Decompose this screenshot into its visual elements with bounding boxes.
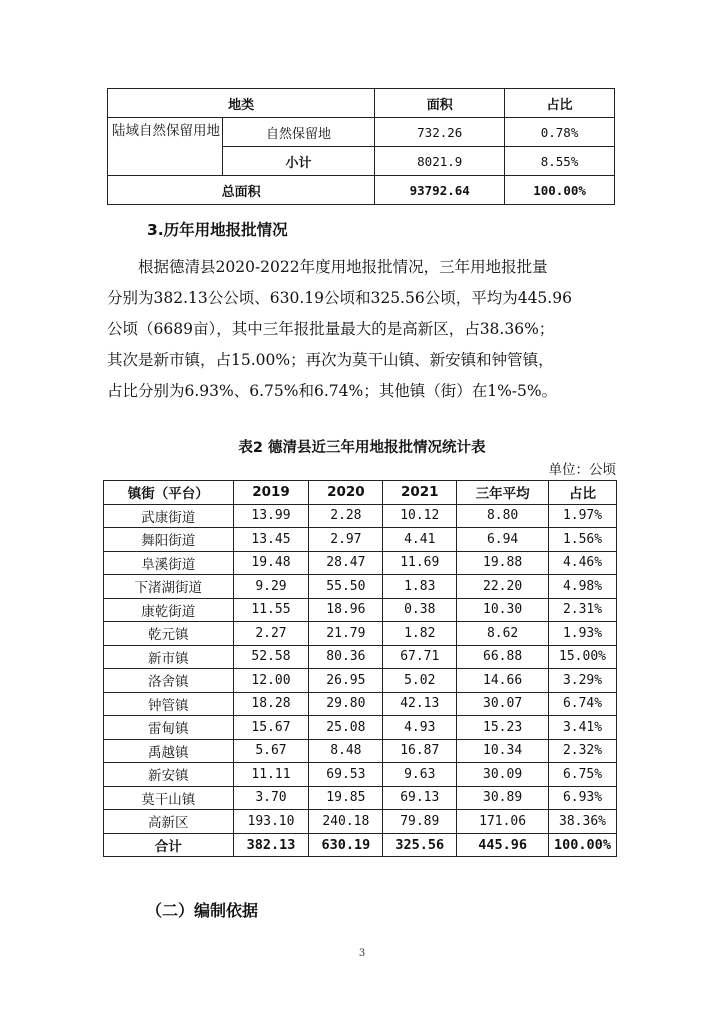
value-2019: 19.48: [233, 551, 309, 575]
header-average: 三年平均: [457, 481, 549, 505]
subtotal-area: 8021.9: [375, 147, 505, 176]
average-cell: 14.66: [457, 669, 549, 693]
value-2019: 15.67: [233, 716, 309, 740]
value-2021: 16.87: [383, 739, 457, 763]
table-row: [108, 118, 615, 147]
value-2021: 10.12: [383, 504, 457, 528]
town-cell: 舞阳街道: [104, 528, 234, 552]
header-percent: 占比: [549, 481, 617, 505]
table-title: 表2 德清县近三年用地报批情况统计表: [238, 440, 486, 456]
percent-cell: 2.32%: [549, 739, 617, 763]
percent-cell: 6.74%: [549, 692, 617, 716]
area-cell: 732.26: [375, 118, 505, 147]
average-cell: 19.88: [457, 551, 549, 575]
percent-cell: 3.41%: [549, 716, 617, 740]
paragraph-line: 其次是新市镇，占15.00%；再次为莫干山镇、新安镇和钟管镇，: [107, 351, 554, 369]
value-2021: 4.93: [383, 716, 457, 740]
value-2019: 13.45: [233, 528, 309, 552]
total-2021: 325.56: [383, 833, 457, 857]
table-total-row: [104, 833, 617, 857]
average-cell: 15.23: [457, 716, 549, 740]
table-unit: 单位：公顷: [548, 462, 616, 478]
value-2019: 11.55: [233, 598, 309, 622]
table-row: [104, 622, 617, 646]
average-cell: 8.80: [457, 504, 549, 528]
section-heading-next: （二）编制依据: [146, 901, 259, 920]
town-cell: 莫干山镇: [104, 786, 234, 810]
total-label: 总面积: [108, 176, 375, 205]
value-2021: 1.82: [383, 622, 457, 646]
average-cell: 22.20: [457, 575, 549, 599]
paragraph-line: 公顷（6689亩），其中三年报批量最大的是高新区，占38.36%；: [107, 320, 555, 338]
percent-cell: 38.36%: [549, 810, 617, 834]
average-cell: 10.34: [457, 739, 549, 763]
page-number: 3: [358, 948, 366, 959]
value-2021: 11.69: [383, 551, 457, 575]
value-2020: 55.50: [309, 575, 383, 599]
value-2020: 80.36: [309, 645, 383, 669]
value-2021: 5.02: [383, 669, 457, 693]
value-2020: 29.80: [309, 692, 383, 716]
header-land-type: 地类: [108, 89, 375, 118]
value-2020: 2.28: [309, 504, 383, 528]
section-heading: 3.历年用地报批情况: [147, 221, 288, 239]
table-body: [104, 504, 617, 833]
table-row: [104, 669, 617, 693]
town-cell: 高新区: [104, 810, 234, 834]
value-2019: 11.11: [233, 763, 309, 787]
town-cell: 洛舍镇: [104, 669, 234, 693]
paragraph-line: 根据德清县2020-2022年度用地报批情况，三年用地报批量: [138, 258, 548, 276]
table-row: [104, 716, 617, 740]
value-2020: 8.48: [309, 739, 383, 763]
header-percent: 占比: [505, 89, 615, 118]
value-2019: 18.28: [233, 692, 309, 716]
value-2019: 9.29: [233, 575, 309, 599]
table-row: [104, 528, 617, 552]
table-row: [104, 810, 617, 834]
total-percent: 100.00%: [505, 176, 615, 205]
value-2020: 69.53: [309, 763, 383, 787]
value-2019: 5.67: [233, 739, 309, 763]
value-2021: 4.41: [383, 528, 457, 552]
table-row: [104, 575, 617, 599]
town-cell: 康乾街道: [104, 598, 234, 622]
subtotal-label: 小计: [222, 147, 375, 176]
town-cell: 新市镇: [104, 645, 234, 669]
town-cell: 武康街道: [104, 504, 234, 528]
value-2020: 21.79: [309, 622, 383, 646]
value-2021: 1.83: [383, 575, 457, 599]
town-cell: 雷甸镇: [104, 716, 234, 740]
town-cell: 下渚湖街道: [104, 575, 234, 599]
percent-cell: 1.56%: [549, 528, 617, 552]
value-2021: 79.89: [383, 810, 457, 834]
average-cell: 171.06: [457, 810, 549, 834]
subtype-cell: 自然保留地: [222, 118, 375, 147]
total-percent: 100.00%: [549, 833, 617, 857]
total-label: 合计: [104, 833, 234, 857]
value-2019: 3.70: [233, 786, 309, 810]
average-cell: 30.09: [457, 763, 549, 787]
value-2021: 67.71: [383, 645, 457, 669]
value-2020: 2.97: [309, 528, 383, 552]
value-2020: 240.18: [309, 810, 383, 834]
average-cell: 30.89: [457, 786, 549, 810]
total-2020: 630.19: [309, 833, 383, 857]
table-row: [104, 739, 617, 763]
percent-cell: 4.46%: [549, 551, 617, 575]
table-row: [104, 692, 617, 716]
town-cell: 钟管镇: [104, 692, 234, 716]
body-paragraph: [107, 252, 617, 407]
value-2020: 18.96: [309, 598, 383, 622]
percent-cell: 2.31%: [549, 598, 617, 622]
percent-cell: 1.97%: [549, 504, 617, 528]
value-2021: 9.63: [383, 763, 457, 787]
table-row: [104, 598, 617, 622]
table-row: [104, 504, 617, 528]
table-header-row: [104, 481, 617, 505]
percent-cell: 6.75%: [549, 763, 617, 787]
value-2021: 0.38: [383, 598, 457, 622]
town-cell: 禹越镇: [104, 739, 234, 763]
value-2020: 25.08: [309, 716, 383, 740]
value-2019: 2.27: [233, 622, 309, 646]
table-row: [104, 786, 617, 810]
percent-cell: 15.00%: [549, 645, 617, 669]
subtotal-percent: 8.55%: [505, 147, 615, 176]
value-2019: 13.99: [233, 504, 309, 528]
paragraph-line: 占比分别为6.93%、6.75%和6.74%；其他镇（街）在1%-5%。: [107, 382, 558, 400]
header-2021: 2021: [383, 481, 457, 505]
percent-cell: 1.93%: [549, 622, 617, 646]
average-cell: 66.88: [457, 645, 549, 669]
table-header-row: [108, 89, 615, 118]
value-2019: 12.00: [233, 669, 309, 693]
value-2019: 52.58: [233, 645, 309, 669]
total-area: 93792.64: [375, 176, 505, 205]
average-cell: 8.62: [457, 622, 549, 646]
table-row: [104, 645, 617, 669]
percent-cell: 6.93%: [549, 786, 617, 810]
percent-cell: 0.78%: [505, 118, 615, 147]
percent-cell: 3.29%: [549, 669, 617, 693]
table-total-row: [108, 176, 615, 205]
value-2020: 28.47: [309, 551, 383, 575]
value-2020: 26.95: [309, 669, 383, 693]
value-2020: 19.85: [309, 786, 383, 810]
percent-cell: 4.98%: [549, 575, 617, 599]
value-2021: 69.13: [383, 786, 457, 810]
land-type-table: [107, 88, 615, 205]
land-approval-table: [103, 480, 617, 857]
total-2019: 382.13: [233, 833, 309, 857]
header-area: 面积: [375, 89, 505, 118]
average-cell: 10.30: [457, 598, 549, 622]
table-row: [104, 763, 617, 787]
town-cell: 乾元镇: [104, 622, 234, 646]
average-cell: 6.94: [457, 528, 549, 552]
town-cell: 新安镇: [104, 763, 234, 787]
value-2019: 193.10: [233, 810, 309, 834]
value-2021: 42.13: [383, 692, 457, 716]
header-town: 镇街（平台）: [104, 481, 234, 505]
town-cell: 阜溪街道: [104, 551, 234, 575]
paragraph-line: 分别为382.13公公顷、630.19公顷和325.56公顷，平均为445.96: [107, 289, 572, 307]
header-2019: 2019: [233, 481, 309, 505]
total-average: 445.96: [457, 833, 549, 857]
table-row: [104, 551, 617, 575]
average-cell: 30.07: [457, 692, 549, 716]
header-2020: 2020: [309, 481, 383, 505]
category-cell: 陆域自然保留用地: [108, 118, 223, 176]
